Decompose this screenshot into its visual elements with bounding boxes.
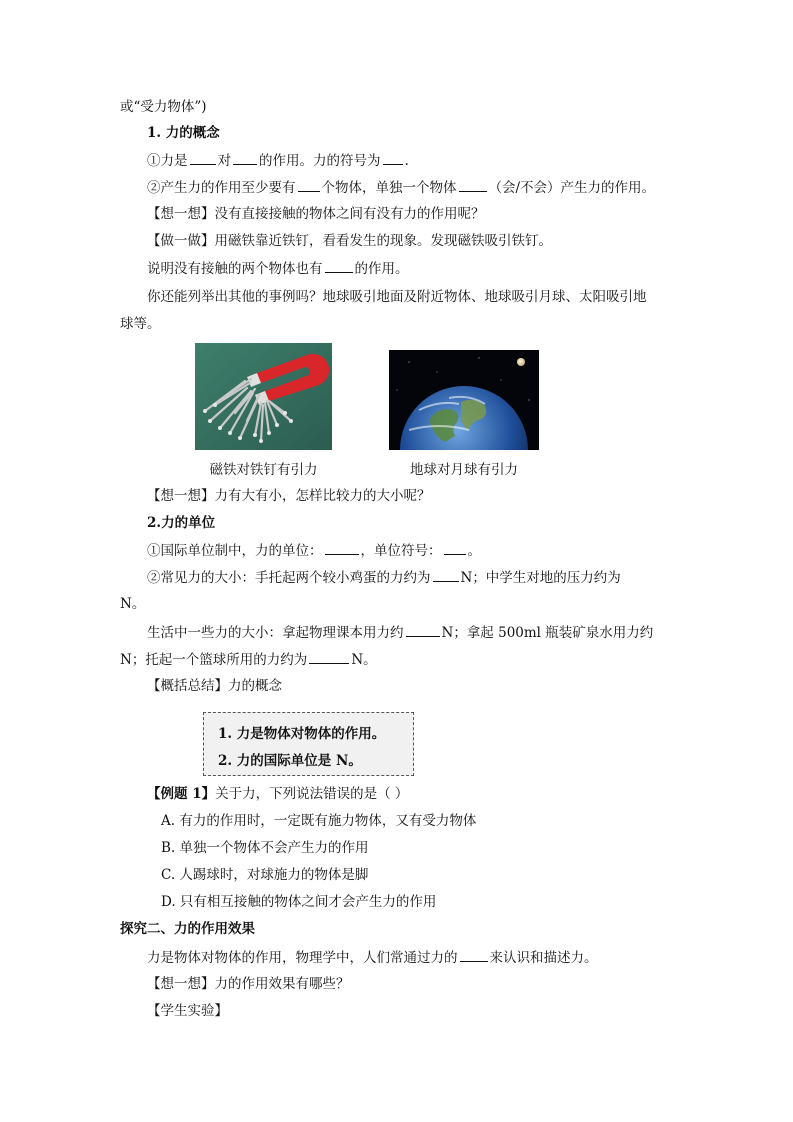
- life-forces-line-2: [120, 650, 377, 669]
- blank: [298, 178, 320, 192]
- question-1: [147, 151, 409, 170]
- section-heading-2: 探究二、力的作用效果: [120, 921, 255, 937]
- unit-question-2: [147, 568, 621, 587]
- option-d: D. 只有相互接触的物体之间才会产生力的作用: [161, 894, 437, 910]
- think-question-2: 【想一想】力有大有小，怎样比较力的大小呢？: [147, 488, 431, 504]
- blank: [444, 541, 466, 555]
- text: 说明没有接触的两个物体也有: [147, 261, 323, 277]
- blank: [406, 623, 440, 637]
- text: ①力是: [147, 153, 188, 169]
- text: .: [404, 153, 409, 169]
- earth-moon-illustration: [389, 350, 539, 450]
- life-forces-line-1: [147, 623, 653, 642]
- text: ①国际单位制中，力的单位：: [147, 543, 323, 559]
- student-experiment: 【学生实验】: [147, 1003, 228, 1019]
- text: 的作用。: [354, 261, 409, 277]
- text: 的作用。力的符号为: [259, 153, 381, 169]
- do-activity: 【做一做】用磁铁靠近铁钉，看看发生的现象。发现磁铁吸引铁钉。: [147, 233, 552, 249]
- text: ②产生力的作用至少要有: [147, 180, 296, 196]
- summary-point-2: 2. 力的国际单位是 N。: [218, 753, 362, 769]
- magnet-nails-illustration: [195, 343, 332, 450]
- blank: [433, 568, 459, 582]
- summary-heading: 【概括总结】力的概念: [147, 678, 282, 694]
- blank: [233, 151, 257, 165]
- text: （会/不会）产生力的作用。: [488, 180, 656, 196]
- text: 个物体，单独一个物体: [321, 180, 457, 196]
- text: 关于力，下列说法错误的是（ ）: [215, 786, 409, 802]
- think-question-1: 【想一想】没有直接接触的物体之间有没有力的作用呢？: [147, 206, 485, 222]
- caption-earth: 地球对月球有引力: [410, 462, 518, 478]
- earth-moon-photo: [389, 350, 539, 450]
- text: 力是物体对物体的作用，物理学中，人们常通过力的: [147, 950, 458, 966]
- heading-force-unit: 2.力的单位: [147, 515, 216, 531]
- think-question-3: 【想一想】力的作用效果有哪些？: [147, 976, 350, 992]
- option-b: B. 单独一个物体不会产生力的作用: [161, 840, 369, 856]
- heading-force-concept: 1. 力的概念: [147, 125, 220, 141]
- example-question: [147, 785, 408, 803]
- question-2: [147, 178, 655, 197]
- blank: [325, 541, 359, 555]
- summary-box: [203, 712, 414, 776]
- text: 生活中一些力的大小：拿起物理课本用力约: [147, 625, 404, 641]
- text: 对: [217, 153, 231, 169]
- paragraph-effects: [147, 948, 598, 967]
- text: N。: [351, 652, 377, 668]
- blank: [309, 650, 349, 664]
- blank: [190, 151, 216, 165]
- blank: [459, 178, 487, 192]
- summary-point-1: 1. 力是物体对物体的作用。: [218, 726, 386, 742]
- text: N；托起一个篮球所用的力约为: [120, 652, 308, 668]
- magnet-nails-photo: [195, 343, 332, 450]
- unit-question-2-cont: N。: [120, 596, 146, 612]
- option-a: A. 有力的作用时，一定既有施力物体，又有受力物体: [161, 813, 477, 829]
- text: N；中学生对地的压力约为: [460, 570, 621, 586]
- text: 。: [467, 543, 481, 559]
- text: ②常见力的大小：手托起两个较小鸡蛋的力约为: [147, 570, 431, 586]
- blank: [325, 259, 353, 273]
- caption-magnet: 磁铁对铁钉有引力: [209, 462, 318, 478]
- example-label: 【例题 1】: [147, 786, 216, 802]
- examples-line-2: 球等。: [120, 316, 161, 332]
- text: ，单位符号：: [360, 543, 442, 559]
- text: 来认识和描述力。: [489, 950, 598, 966]
- text-line: 或“受力物体”): [120, 99, 207, 115]
- text: N；拿起 500ml 瓶装矿泉水用力约: [441, 625, 654, 641]
- blank: [383, 151, 403, 165]
- unit-question-1: [147, 541, 481, 560]
- explanation: [147, 259, 409, 278]
- examples-line-1: 你还能列举出其他的事例吗？地球吸引地面及附近物体、地球吸引月球、太阳吸引地: [147, 289, 647, 305]
- option-c: C. 人踢球时，对球施力的物体是脚: [161, 867, 369, 883]
- blank: [460, 948, 488, 962]
